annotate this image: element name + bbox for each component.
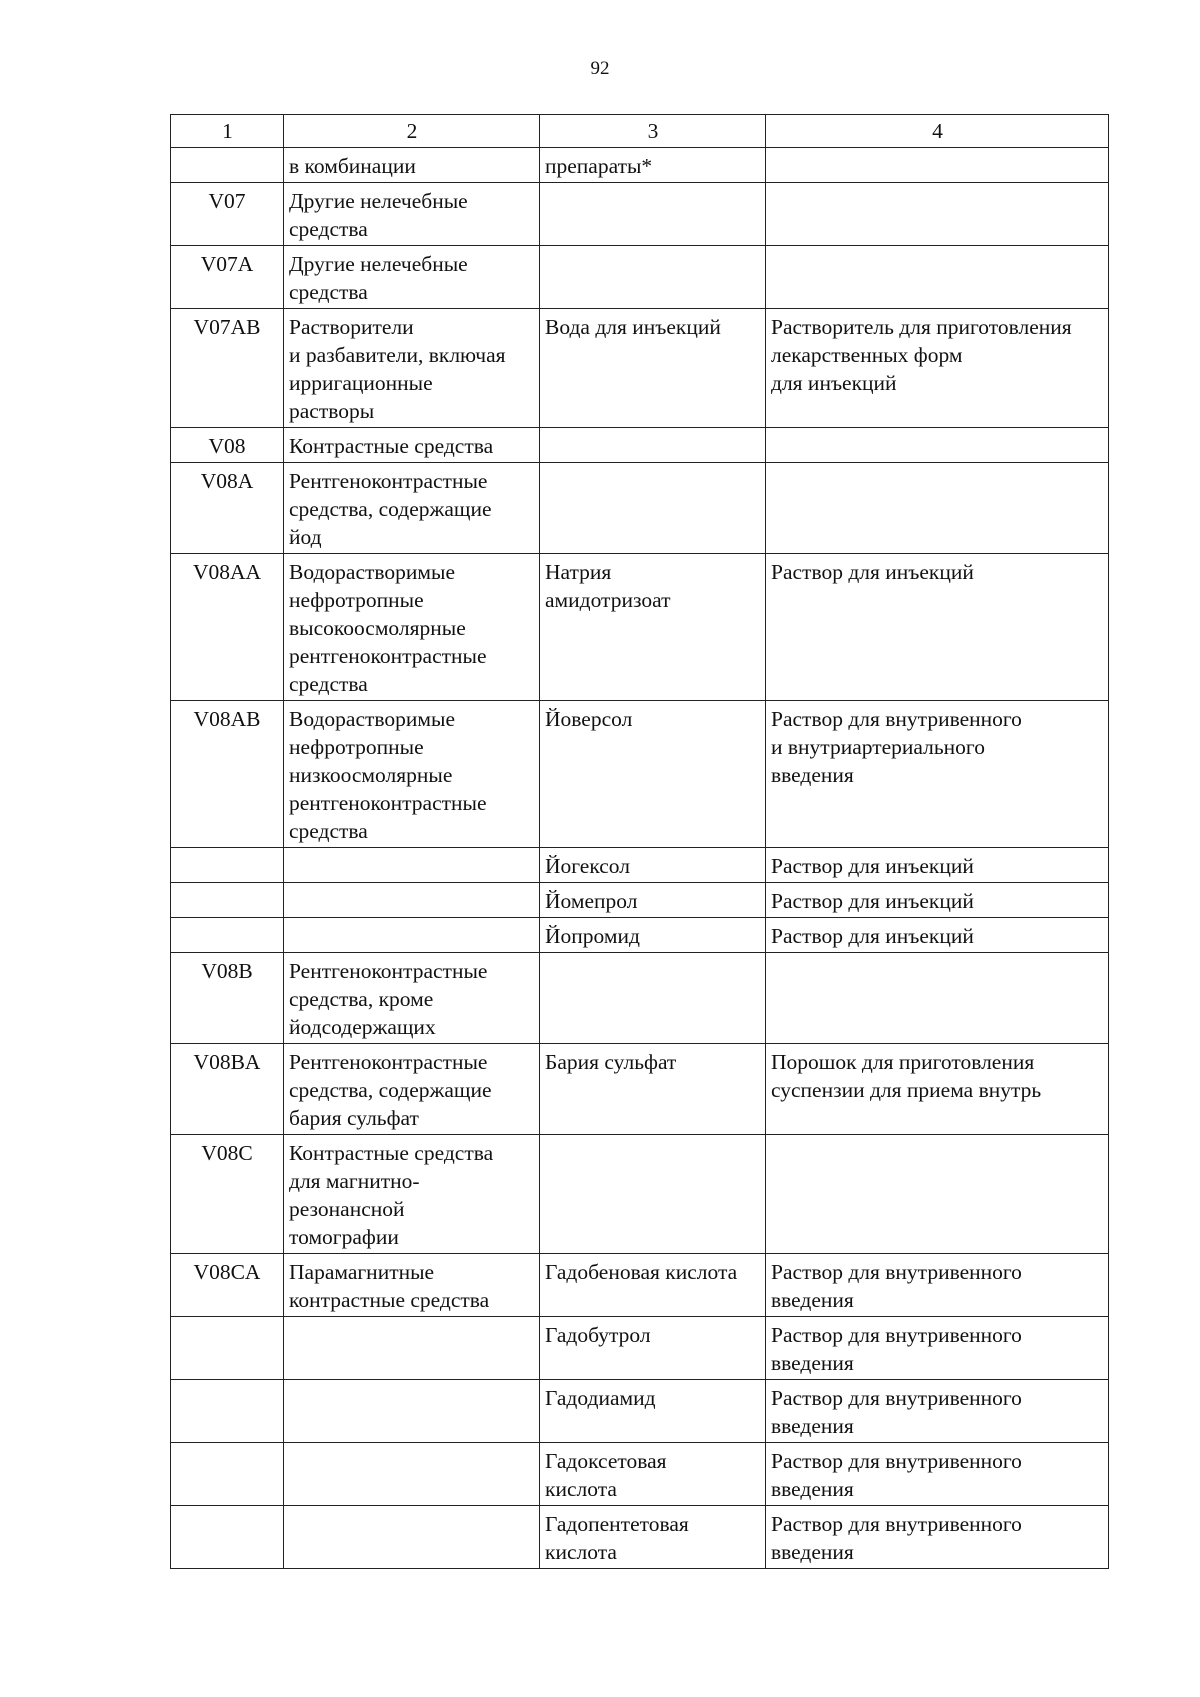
group-name-cell: Контрастные средства [284, 428, 540, 463]
table-row [171, 701, 1109, 848]
atc-code-cell [171, 1317, 284, 1380]
group-name-cell: Другие нелечебные средства [284, 183, 540, 246]
page-number: 92 [590, 58, 610, 79]
atc-code-cell: V08B [171, 953, 284, 1044]
group-name-cell: в комбинации [284, 148, 540, 183]
drug-table [170, 114, 1109, 1569]
group-name-cell [284, 918, 540, 953]
group-name-cell: Водорастворимые нефротропные низкоосмолярные рентгеноконтрастные средства [284, 701, 540, 848]
atc-code-cell [171, 1443, 284, 1506]
dosage-form-cell: Раствор для внутривенного введения [766, 1380, 1109, 1443]
dosage-form-cell: Растворитель для приготовления лекарственных форм для инъекций [766, 309, 1109, 428]
table-row [171, 1506, 1109, 1569]
dosage-form-cell: Раствор для инъекций [766, 848, 1109, 883]
table-header-row [171, 115, 1109, 148]
group-name-cell [284, 848, 540, 883]
drug-name-cell: Гадодиамид [540, 1380, 766, 1443]
atc-code-cell: V08 [171, 428, 284, 463]
dosage-form-cell: Порошок для приготовления суспензии для приема внутрь [766, 1044, 1109, 1135]
table-row [171, 428, 1109, 463]
table-row [171, 554, 1109, 701]
drug-name-cell: Гадобеновая кислота [540, 1254, 766, 1317]
table-row [171, 148, 1109, 183]
table-row [171, 463, 1109, 554]
drug-name-cell [540, 183, 766, 246]
atc-code-cell: V07AB [171, 309, 284, 428]
drug-name-cell: Йоверсол [540, 701, 766, 848]
group-name-cell [284, 1380, 540, 1443]
atc-code-cell: V08A [171, 463, 284, 554]
group-name-cell: Растворители и разбавители, включая ирригационные растворы [284, 309, 540, 428]
atc-code-cell: V08CA [171, 1254, 284, 1317]
header-col-1: 1 [171, 115, 284, 148]
drug-name-cell: Вода для инъекций [540, 309, 766, 428]
drug-name-cell: Йогексол [540, 848, 766, 883]
group-name-cell: Водорастворимые нефротропные высокоосмолярные рентгеноконтрастные средства [284, 554, 540, 701]
table-body [171, 115, 1109, 1569]
group-name-cell [284, 883, 540, 918]
drug-name-cell [540, 428, 766, 463]
group-name-cell: Другие нелечебные средства [284, 246, 540, 309]
atc-code-cell: V08AB [171, 701, 284, 848]
group-name-cell: Рентгеноконтрастные средства, содержащие йод [284, 463, 540, 554]
header-col-3: 3 [540, 115, 766, 148]
dosage-form-cell: Раствор для внутривенного введения [766, 1506, 1109, 1569]
dosage-form-cell [766, 428, 1109, 463]
dosage-form-cell: Раствор для внутривенного введения [766, 1317, 1109, 1380]
atc-code-cell [171, 1380, 284, 1443]
header-col-2: 2 [284, 115, 540, 148]
atc-code-cell [171, 148, 284, 183]
dosage-form-cell [766, 148, 1109, 183]
group-name-cell: Рентгеноконтрастные средства, кроме йодсодержащих [284, 953, 540, 1044]
table-row [171, 1044, 1109, 1135]
dosage-form-cell [766, 183, 1109, 246]
group-name-cell [284, 1317, 540, 1380]
drug-name-cell: Гадобутрол [540, 1317, 766, 1380]
atc-code-cell: V08BA [171, 1044, 284, 1135]
atc-code-cell: V07A [171, 246, 284, 309]
group-name-cell [284, 1506, 540, 1569]
dosage-form-cell [766, 246, 1109, 309]
drug-name-cell: препараты* [540, 148, 766, 183]
dosage-form-cell: Раствор для внутривенного введения [766, 1254, 1109, 1317]
table-row [171, 1443, 1109, 1506]
table-row [171, 953, 1109, 1044]
table-row [171, 183, 1109, 246]
dosage-form-cell: Раствор для инъекций [766, 554, 1109, 701]
drug-name-cell: Гадопентетовая кислота [540, 1506, 766, 1569]
drug-name-cell: Йомепрол [540, 883, 766, 918]
dosage-form-cell: Раствор для инъекций [766, 918, 1109, 953]
group-name-cell: Контрастные средства для магнитно- резонансной томографии [284, 1135, 540, 1254]
dosage-form-cell [766, 463, 1109, 554]
table-row [171, 918, 1109, 953]
group-name-cell: Рентгеноконтрастные средства, содержащие бария сульфат [284, 1044, 540, 1135]
group-name-cell: Парамагнитные контрастные средства [284, 1254, 540, 1317]
drug-name-cell: Йопромид [540, 918, 766, 953]
atc-code-cell: V07 [171, 183, 284, 246]
table-row [171, 1317, 1109, 1380]
group-name-cell [284, 1443, 540, 1506]
dosage-form-cell: Раствор для внутривенного и внутриартериального введения [766, 701, 1109, 848]
dosage-form-cell: Раствор для внутривенного введения [766, 1443, 1109, 1506]
dosage-form-cell [766, 1135, 1109, 1254]
table-row [171, 883, 1109, 918]
table-row [171, 848, 1109, 883]
drug-name-cell [540, 463, 766, 554]
drug-name-cell [540, 953, 766, 1044]
dosage-form-cell [766, 953, 1109, 1044]
atc-code-cell [171, 918, 284, 953]
drug-name-cell: Натрия амидотризоат [540, 554, 766, 701]
atc-code-cell: V08C [171, 1135, 284, 1254]
atc-code-cell [171, 848, 284, 883]
table-row [171, 1380, 1109, 1443]
drug-name-cell: Гадоксетовая кислота [540, 1443, 766, 1506]
atc-code-cell: V08AA [171, 554, 284, 701]
table-row [171, 1254, 1109, 1317]
drug-name-cell [540, 1135, 766, 1254]
table-row [171, 1135, 1109, 1254]
dosage-form-cell: Раствор для инъекций [766, 883, 1109, 918]
drug-name-cell [540, 246, 766, 309]
atc-code-cell [171, 1506, 284, 1569]
atc-code-cell [171, 883, 284, 918]
drug-name-cell: Бария сульфат [540, 1044, 766, 1135]
table-row [171, 246, 1109, 309]
table-row [171, 309, 1109, 428]
header-col-4: 4 [766, 115, 1109, 148]
